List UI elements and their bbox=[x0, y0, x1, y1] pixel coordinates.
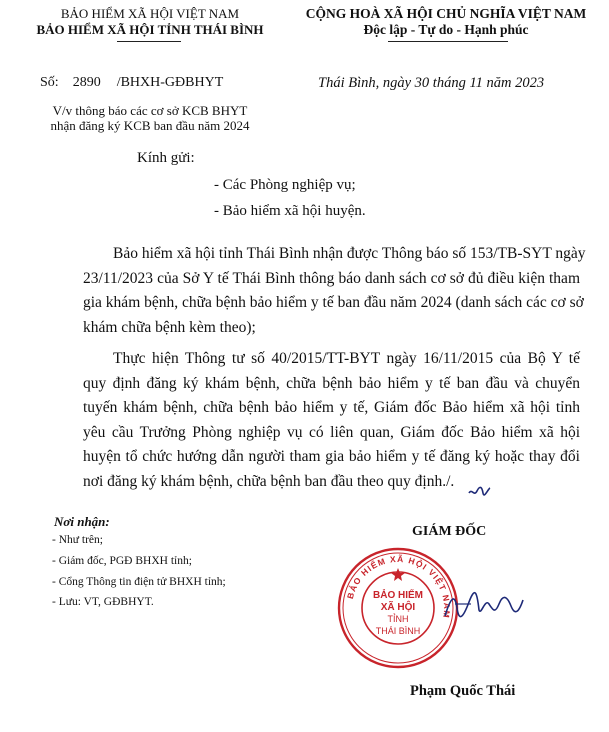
recipient-item: - Bảo hiểm xã hội huyện. bbox=[214, 203, 366, 219]
seal-center-line-4: THÁI BÌNH bbox=[375, 626, 421, 636]
paragraph-line: Bảo hiểm xã hội tỉnh Thái Bình nhận được Thông báo số 153/TB-SYT ngày bbox=[113, 245, 586, 262]
org-parent-name: BẢO HIỂM XÃ HỘI VIỆT NAM bbox=[60, 6, 240, 21]
initial-mark-icon bbox=[467, 484, 491, 498]
document-number-prefix: Số: bbox=[40, 75, 59, 90]
paragraph-line: tuyến khám bệnh, chữa bệnh bảo hiểm y tế, Giám đốc Bảo hiểm xã hội tỉnh bbox=[83, 399, 580, 416]
receiver-item: - Như trên; bbox=[52, 534, 103, 546]
body-paragraph-1 bbox=[83, 242, 586, 340]
receiver-item: - Lưu: VT, GĐBHYT. bbox=[52, 596, 154, 608]
signer-title: GIÁM ĐỐC bbox=[412, 524, 487, 539]
document-number-code: /BHXH-GĐBHYT bbox=[116, 75, 224, 90]
seal-center-line-2: XÃ HỘI bbox=[380, 602, 416, 613]
paragraph-line: huyện tổ chức hướng dẫn người tham gia bảo hiểm y tế đăng ký hoặc thay đổi bbox=[83, 448, 580, 465]
paragraph-line: khám chữa bệnh kèm theo); bbox=[83, 318, 256, 336]
paragraph-line: 23/11/2023 của Sở Y tế Thái Bình thông báo danh sách cơ sở đủ điều kiện tham bbox=[83, 269, 580, 287]
header-underline-left bbox=[117, 41, 181, 42]
subject-line-1: V/v thông báo các cơ sở KCB BHYT bbox=[52, 103, 248, 118]
document-number bbox=[40, 75, 223, 91]
document-number-value: 2890 bbox=[72, 75, 101, 90]
signer-name: Phạm Quốc Thái bbox=[410, 683, 516, 699]
receivers-title: Nơi nhận: bbox=[54, 514, 110, 529]
document-subject bbox=[20, 103, 280, 133]
signature-icon bbox=[441, 590, 526, 622]
subject-line-2: nhận đăng ký KCB ban đầu năm 2024 bbox=[50, 118, 250, 133]
paragraph-line: gia khám bệnh, chữa bệnh bảo hiểm y tế ban đầu năm 2024 (danh sách các cơ sở bbox=[83, 294, 584, 311]
document-date: Thái Bình, ngày 30 tháng 11 năm 2023 bbox=[318, 75, 545, 91]
paragraph-line: nơi đăng ký khám bệnh, chữa bệnh ban đầu theo quy định./. bbox=[83, 472, 455, 490]
header-underline-right bbox=[388, 41, 508, 42]
receiver-item: - Giám đốc, PGĐ BHXH tỉnh; bbox=[52, 555, 192, 567]
seal-center-line-1: BẢO HIỂM bbox=[373, 590, 423, 601]
org-name: BẢO HIỂM XÃ HỘI TỈNH THÁI BÌNH bbox=[36, 22, 264, 37]
national-title: CỘNG HOÀ XÃ HỘI CHỦ NGHĨA VIỆT NAM bbox=[305, 6, 587, 21]
national-motto: Độc lập - Tự do - Hạnh phúc bbox=[363, 22, 529, 37]
seal-ring-text: BẢO HIỂM XÃ HỘI VIỆT NAM bbox=[344, 553, 453, 620]
recipient-item: - Các Phòng nghiệp vụ; bbox=[214, 177, 356, 193]
seal-center-line-3: TỈNH bbox=[387, 614, 409, 624]
salutation: Kính gửi: bbox=[137, 150, 195, 166]
paragraph-line: yêu cầu Trưởng Phòng nghiệp vụ có liên quan, Giám đốc Bảo hiểm xã hội bbox=[83, 423, 580, 441]
paragraph-line: quy định đăng ký khám bệnh, chữa bệnh bảo hiểm y tế ban đầu và chuyển bbox=[83, 374, 580, 392]
body-paragraph-2 bbox=[83, 347, 580, 494]
paragraph-line: Thực hiện Thông tư số 40/2015/TT-BYT ngày 16/11/2015 của Bộ Y tế bbox=[113, 350, 580, 367]
receiver-item: - Cổng Thông tin điện tử BHXH tỉnh; bbox=[52, 576, 226, 588]
